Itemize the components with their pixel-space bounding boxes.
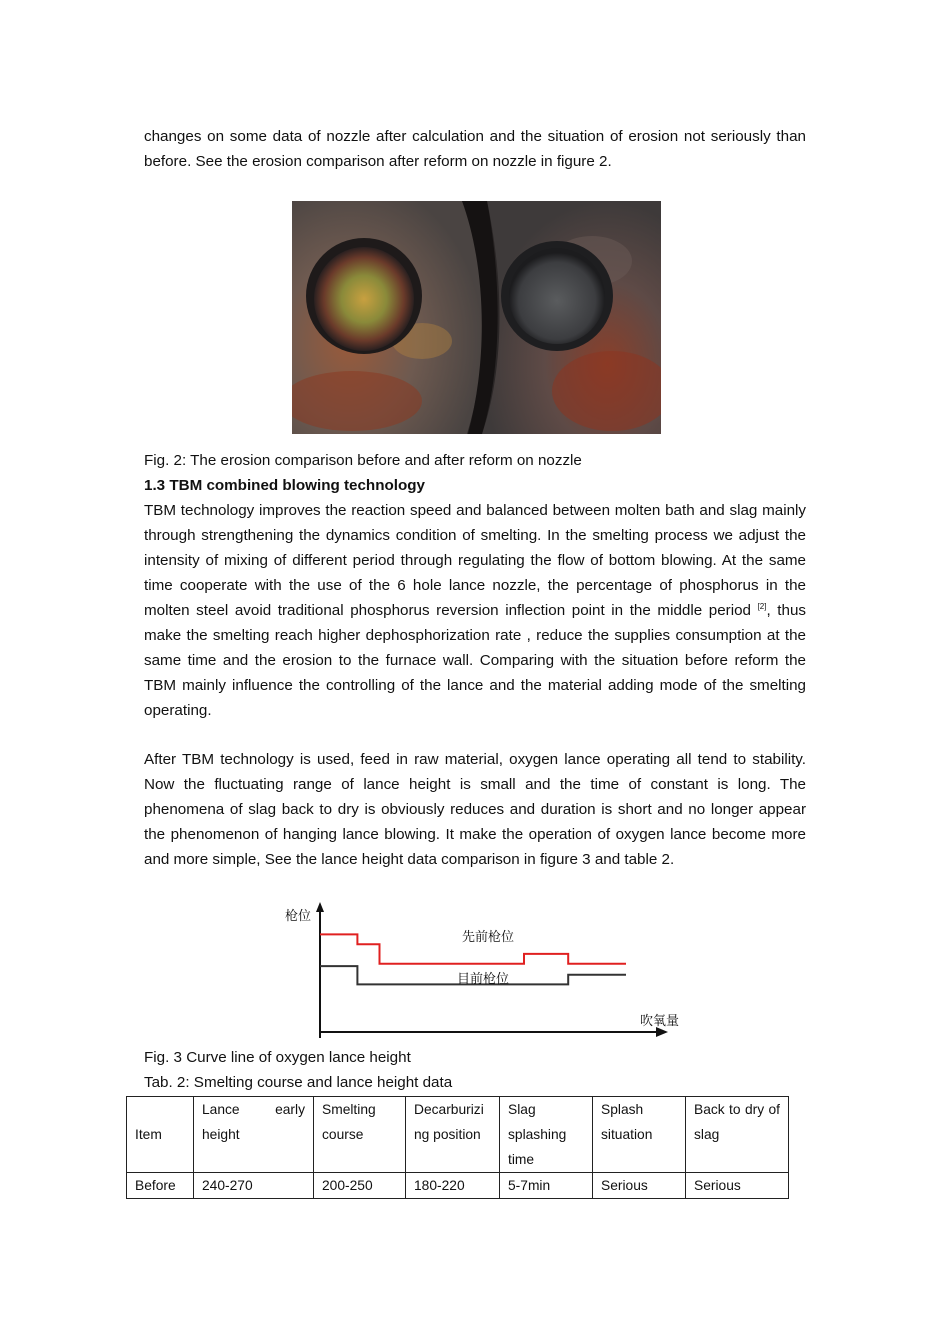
- figure-3-caption: Fig. 3 Curve line of oxygen lance height: [144, 1049, 411, 1066]
- y-axis-arrow: [316, 902, 324, 912]
- table-cell: 180-220: [406, 1173, 500, 1199]
- header-cell: Back to dry of slag: [686, 1097, 789, 1173]
- intro-paragraph: changes on some data of nozzle after calculation and the situation of erosion not seriously than before. See the erosion comparison after reform on nozzle in figure 2.: [144, 128, 806, 170]
- series-label-current: 目前枪位: [457, 972, 510, 987]
- table-row: [127, 1173, 789, 1199]
- table-2-caption: Tab. 2: Smelting course and lance height data: [144, 1074, 453, 1091]
- header-cell: Smelting course: [314, 1097, 406, 1173]
- table-cell: 5-7min: [500, 1173, 593, 1199]
- header-cell: Item: [127, 1097, 194, 1173]
- table-cell: 200-250: [314, 1173, 406, 1199]
- figure-2-caption: Fig. 2: The erosion comparison before and after reform on nozzle: [144, 452, 582, 469]
- nozzle-erosion-photo: [292, 201, 661, 434]
- table-cell: Serious: [593, 1173, 686, 1199]
- tbm-paragraph-text-a: TBM technology improves the reaction speed and balanced between molten bath and slag mainly through strengthening the dynamics condition of smelting. In the smelting process we adjust the intensity of mixing of different period through regulating the flow of bottom blowing. At the same time cooperate with the use of the 6 hole lance nozzle, the percentage of phosphorus in the molten steel avoid traditional phosphorus reversion inflection point in the middle period: [144, 502, 806, 619]
- table-cell: Before: [127, 1173, 194, 1199]
- table-cell: 240-270: [194, 1173, 314, 1199]
- series-label-previous: 先前枪位: [462, 930, 515, 945]
- x-axis-label: 吹氧量: [640, 1014, 680, 1029]
- table-header-row: [127, 1097, 789, 1173]
- lance-paragraph: After TBM technology is used, feed in raw material, oxygen lance operating all tend to stability. Now the fluctuating range of lance height is small and the time of constant is long. The phenomena of slag back to dry is obviously reduces and duration is short and no longer appear the phenomenon of hanging lance blowing. It make the operation of oxygen lance become more and more simple, See the lance height data comparison in figure 3 and table 2.: [144, 751, 806, 868]
- y-axis-label: 枪位: [285, 909, 312, 924]
- tbm-paragraph-text-b: , thus make the smelting reach higher dephosphorization rate , reduce the supplies consumption at the same time and the erosion to the furnace wall. Comparing with the situation before reform the TBM mainly influence the controlling of the lance and the material adding mode of the smelting operating.: [144, 602, 806, 719]
- tbm-paragraph: [144, 498, 806, 723]
- section-heading: 1.3 TBM combined blowing technology: [144, 477, 425, 494]
- header-cell: Decarburizing position: [406, 1097, 500, 1173]
- header-cell: Slag splashing time: [500, 1097, 593, 1173]
- smelting-data-table: [126, 1096, 789, 1199]
- header-cell: Lance early height: [194, 1097, 314, 1173]
- table-cell: Serious: [686, 1173, 789, 1199]
- citation-ref: [2]: [757, 602, 767, 611]
- lance-height-chart: [280, 900, 700, 1045]
- header-cell: Splash situation: [593, 1097, 686, 1173]
